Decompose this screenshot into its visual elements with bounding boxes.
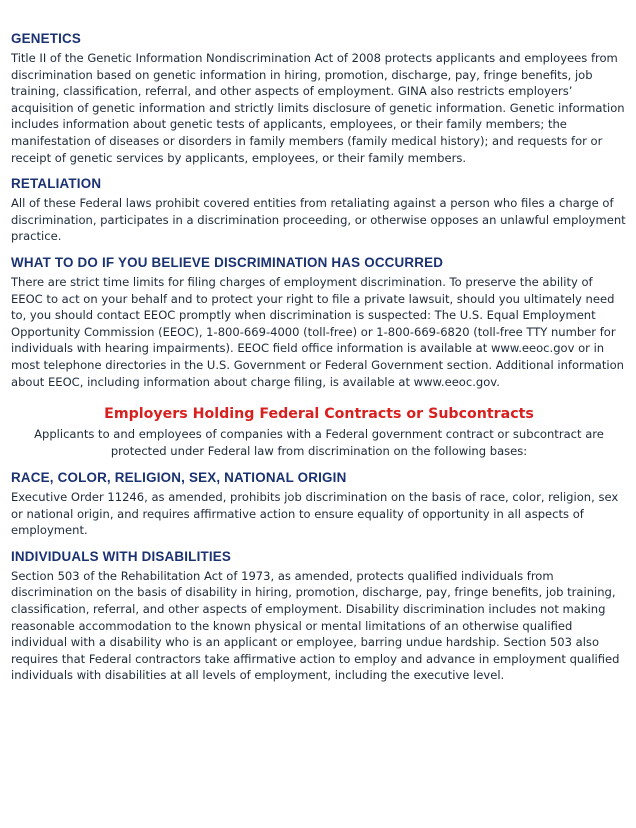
disabilities-heading: INDIVIDUALS WITH DISABILITIES [11,548,232,564]
retaliation-body: All of these Federal laws prohibit covered entities from retaliating against a person who files a charge of discrimination, participates in a discrimination proceeding, or otherwise opposes an unlawful employment practice. [11,196,626,244]
race-color-body: Executive Order 11246, as amended, prohibits job discrimination on the basis of race, color, religion, sex or national origin, and requires affirmative action to ensure equality of opportunity in all aspects of employment. [11,490,619,538]
federal-contracts-title: Employers Holding Federal Contracts or Subcontracts [104,406,534,423]
genetics-section [11,30,627,166]
what-to-do-section [11,254,627,390]
what-to-do-body: There are strict time limits for filing charges of employment discrimination. To preserve the ability of EEOC to act on your behalf and to protect your right to file a private lawsuit, should you ultimately need to, you should contact EEOC promptly when discrimination is suspected: The U.S. Equal Employment Opportunity Commission (EEOC), 1-800-669-4000 (toll-free) or 1-800-669-6820 (toll-free TTY number for individuals with hearing impairments). EEOC field office information is available at www.eeoc.gov or in most telephone directories in the U.S. Government or Federal Government section. Additional information about EEOC, including information about charge filing, is available at www.eeoc.gov. [11,274,625,389]
document-page [11,30,627,684]
retaliation-section [11,175,627,245]
retaliation-heading: RETALIATION [11,176,102,192]
what-to-do-heading: WHAT TO DO IF YOU BELIEVE DISCRIMINATION HAS OCCURRED [11,254,444,270]
race-color-section [11,469,627,539]
genetics-body: Title II of the Genetic Information Nondiscrimination Act of 2008 protects applicants and employees from discrimination based on genetic information in hiring, promotion, discharge, pay, fringe benefits, job training, classification, referral, and other aspects of employment. GINA also restricts employers’ acquisition of genetic information and strictly limits disclosure of genetic information. Genetic information includes information about genetic tests of applicants, employees, or their family members; the manifestation of diseases or disorders in family members (family medical history); and requests for or receipt of genetic services by applicants, employees, or their family members. [11,51,625,165]
disabilities-section [11,548,627,684]
federal-contracts-section [11,404,627,460]
federal-contracts-intro: Applicants to and employees of companies with a Federal government contract or subcontract are protected under Federal law from discrimination on the following bases: [34,427,604,459]
genetics-heading: GENETICS [11,31,82,46]
race-color-heading: RACE, COLOR, RELIGION, SEX, NATIONAL ORIGIN [11,470,347,486]
disabilities-body: Section 503 of the Rehabilitation Act of 1973, as amended, protects qualified individuals from discrimination on the basis of disability in hiring, promotion, discharge, pay, fringe benefits, job training, classification, referral, and other aspects of employment. Disability discrimination includes not making reasonable accommodation to the known physical or mental limitations of an otherwise qualified individual with a disability who is an applicant or employee, barring undue hardship. Section 503 also requires that Federal contractors take affirmative action to employ and advance in employment qualified individuals with disabilities at all levels of employment, including the executive level. [11,568,620,683]
